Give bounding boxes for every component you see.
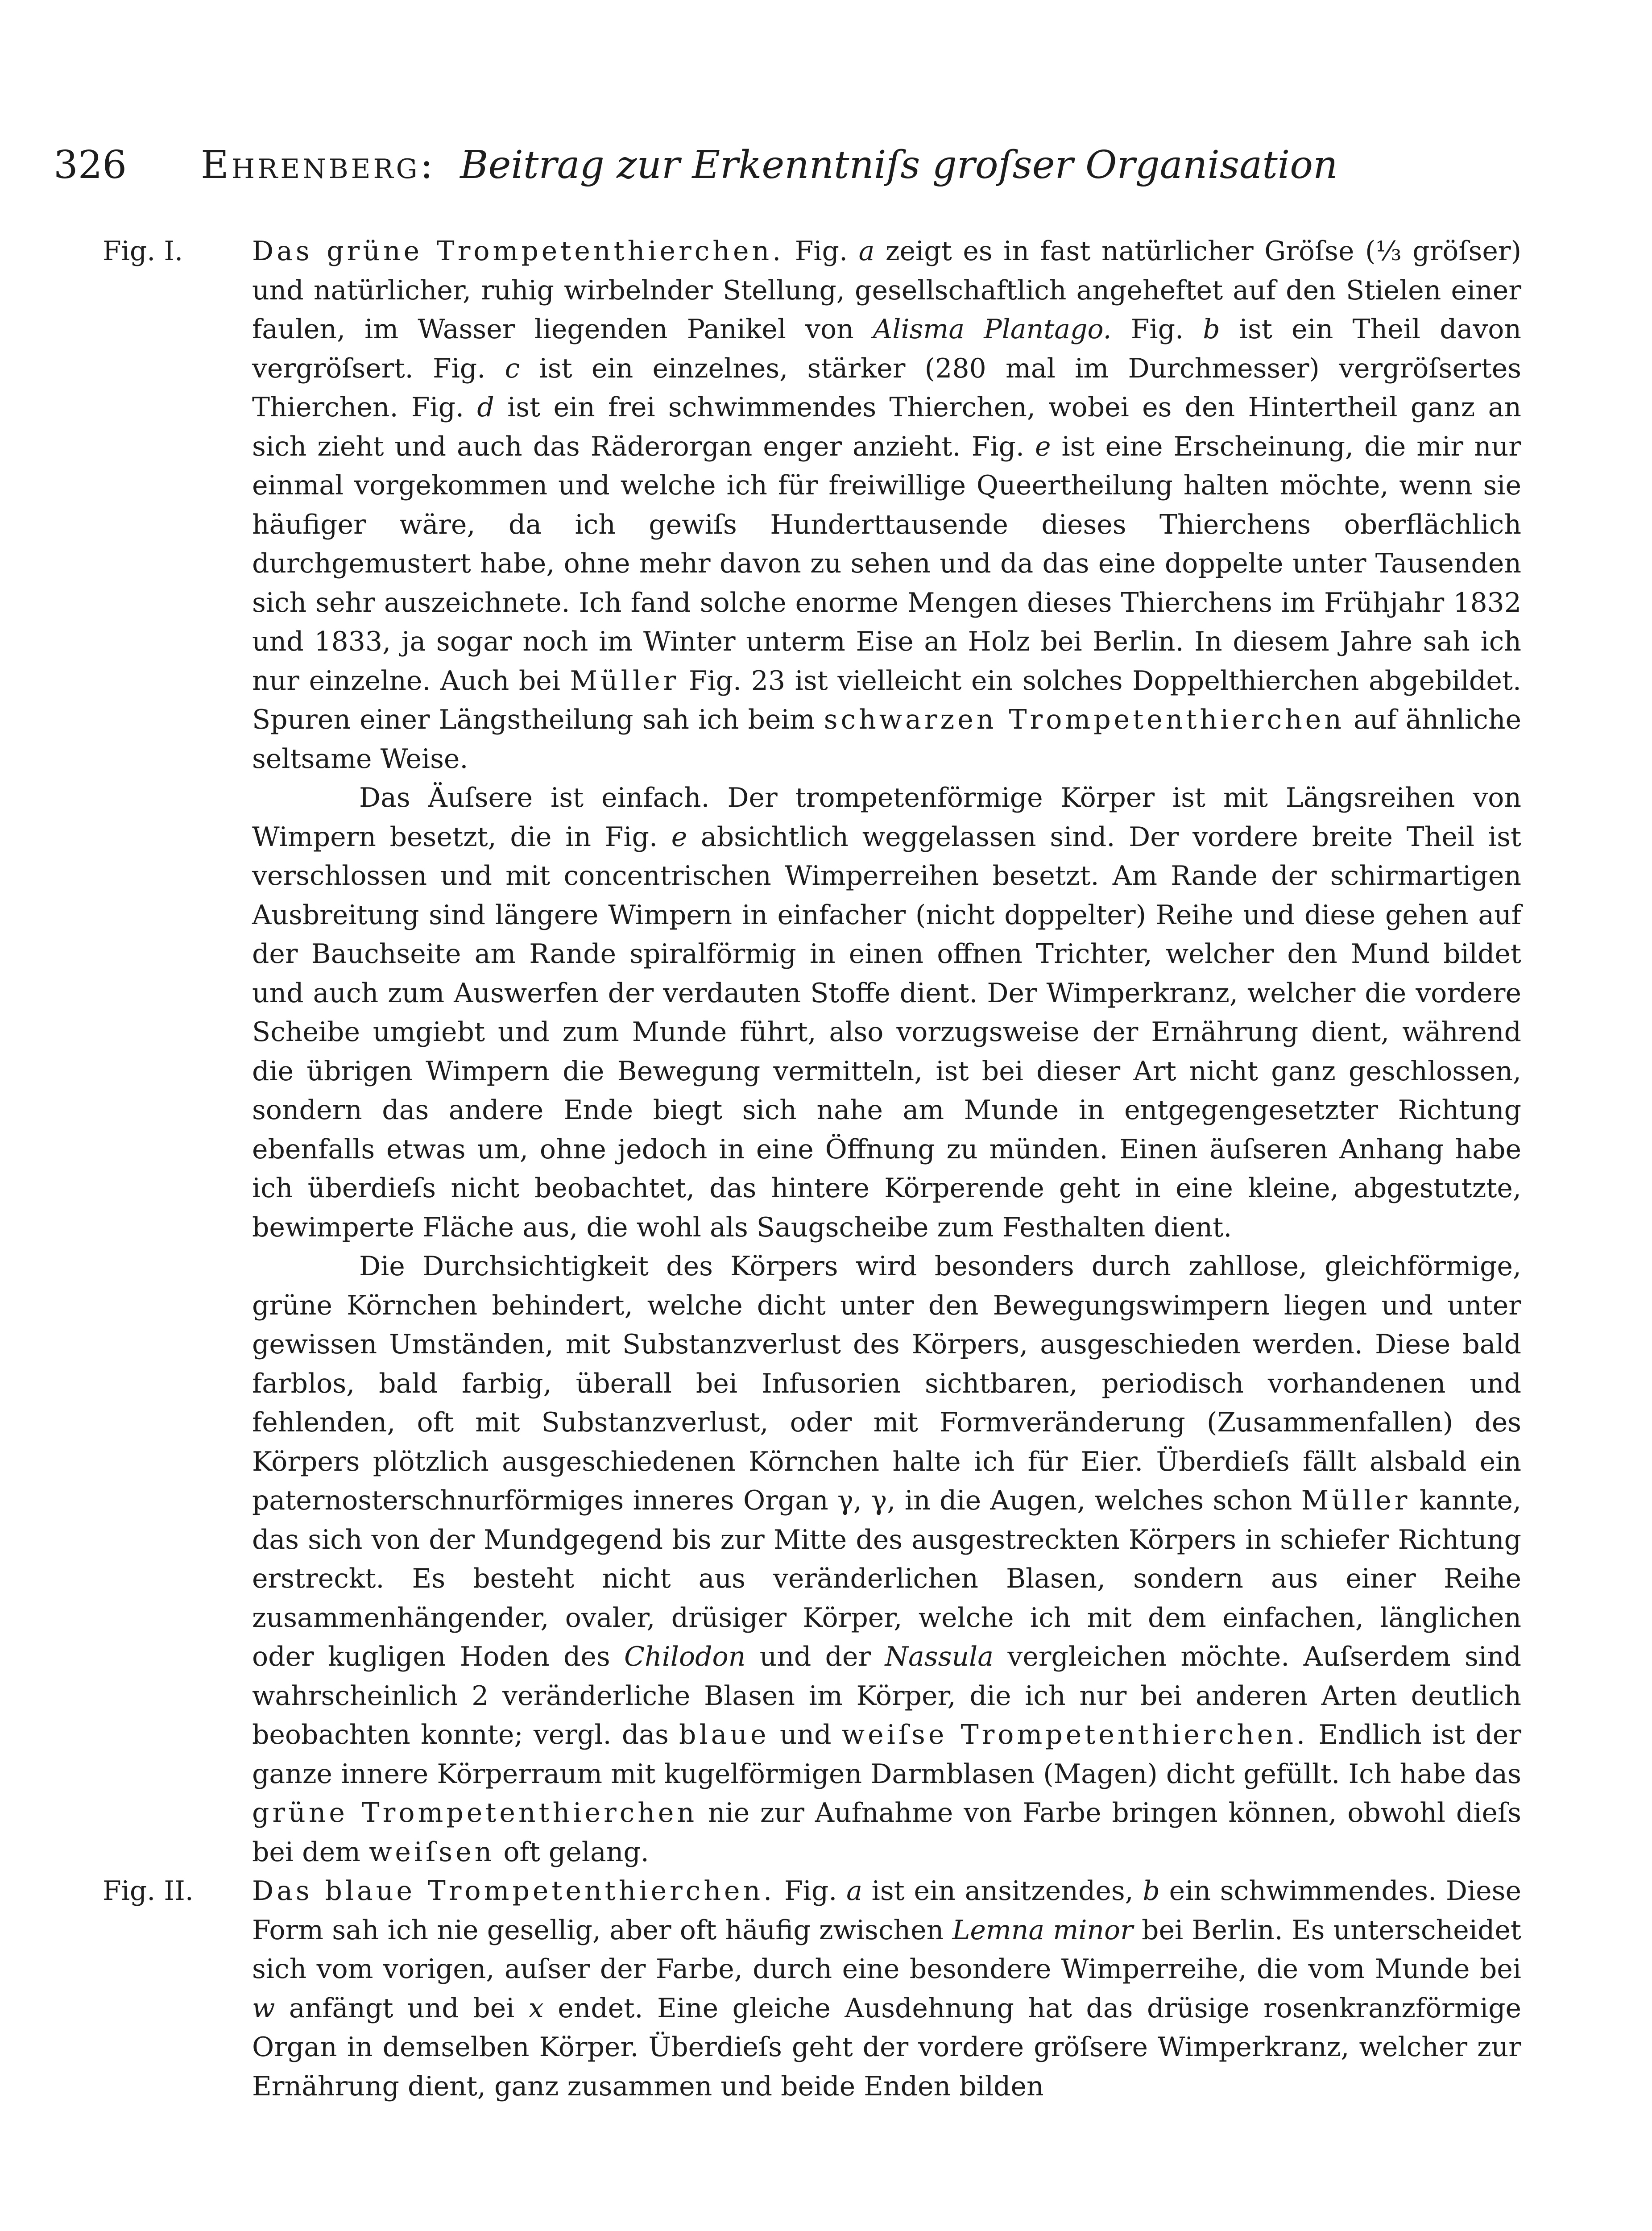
text-run: auf ähnliche seltsame Weise.: [252, 704, 1521, 775]
figure-entry: [103, 232, 1521, 1872]
italic-text: w: [252, 1992, 275, 2024]
author-name: Ehrenberg:: [201, 143, 436, 187]
text-run: ist ein ansitzendes,: [862, 1875, 1143, 1907]
text-run: Die Durchsichtigkeit des Körpers wird besonders durch zahllose, gleichförmige, grüne Körnchen behindert, welche dicht unter den Bewegungswimpern liegen und unter gewissen Umständen, mit Substanzverlust des Körpers, ausgeschieden werden. Diese bald farblos, bald farbig, überall bei Infusorien sichtbaren, periodisch vorhandenen und fehlenden, oft mit Substanzverlust, oder mit Formveränderung (Zusammenfallen) des Körpers plötzlich ausgeschiedenen Körnchen halte ich für Eier. Überdieſs fällt alsbald ein paternosterschnurförmiges inneres Organ γ, γ, in die Augen, welches schon: [252, 1251, 1521, 1516]
text-run: absichtlich weggelassen sind. Der vordere breite Theil ist verschlossen und mit concentrischen Wimperreihen besetzt. Am Rande der schirmartigen Ausbreitung sind längere Wimpern in einfacher (nicht doppelter) Reihe und diese gehen auf der Bauchseite am Rande spiralförmig in einen offnen Trichter, welcher den Mund bildet und auch zum Auswerfen der verdauten Stoffe dient. Der Wimperkranz, welcher die vordere Scheibe umgiebt und zum Munde führt, also vorzugsweise der Ernährung dient, während die übrigen Wimpern die Bewegung vermitteln, ist bei dieser Art nicht ganz geschlossen, sondern das andere Ende biegt sich nahe am Munde in entgegengesetzter Richtung ebenfalls etwas um, ohne jedoch in eine Öffnung zu münden. Einen äuſseren Anhang habe ich überdieſs nicht beobachtet, das hintere Körperende geht in eine kleine, abgestutzte, bewimperte Fläche aus, die wohl als Saugscheibe zum Festhalten dient.: [252, 821, 1521, 1243]
italic-text: Alisma Plantago.: [873, 314, 1112, 345]
italic-text: a: [846, 1875, 862, 1907]
text-run: kannte, das sich von der Mundgegend bis zur Mitte des ausgestreckten Körpers in schiefer Richtung erstreckt. Es besteht nicht aus veränderlichen Blasen, sondern aus einer Reihe zusammenhängender, ovaler, drüsiger Körper, welche ich mit dem einfachen, länglichen oder kugligen Hoden des: [252, 1485, 1521, 1672]
italic-text: x: [528, 1992, 544, 2024]
running-head: [54, 134, 1481, 196]
running-title: Beitrag zur Erkenntniſs groſser Organisation: [460, 143, 1338, 187]
figure-label: Fig. II.: [103, 1875, 194, 1907]
text-run: Fig. 23 ist vielleicht ein solches Doppelthierchen abgebildet. Spuren einer Längstheilung sah ich beim: [252, 665, 1522, 735]
text-run: und: [769, 1719, 842, 1750]
text-run: ist ein frei schwimmendes Thierchen, wobei es den Hintertheil ganz an sich zieht und auch das Räderorgan enger anzieht. Fig.: [252, 392, 1521, 462]
text-run: zeigt es in fast natürlicher Gröſse (⅓ gröſser) und natürlicher, ruhig wirbelnder Stellung, gesellschaftlich angeheftet auf den Stielen einer faulen, im Wasser liegenden Panikel von: [252, 236, 1521, 345]
spaced-text: Müller: [1301, 1485, 1411, 1516]
spaced-text: grüne Trompetenthierchen: [252, 1797, 698, 1829]
spaced-text: Das grüne Trompetenthierchen.: [252, 236, 784, 267]
page-number: 326: [54, 143, 127, 187]
text-run: ist ein Theil davon vergröſsert. Fig.: [252, 314, 1521, 384]
text-run: Fig.: [775, 1875, 847, 1907]
text-run: vergleichen möchte. Auſserdem sind wahrscheinlich 2 veränderliche Blasen im Körper, die ich nur bei anderen Arten deutlich beobachten konnte; vergl. das: [252, 1641, 1521, 1750]
figure-label: Fig. I.: [103, 236, 183, 267]
italic-text: Chilodon: [624, 1641, 746, 1672]
text-run: ist ein einzelnes, stärker (280 mal im Durchmesser) vergröſsertes Thierchen. Fig.: [252, 352, 1521, 423]
italic-text: Nassula: [885, 1641, 994, 1672]
italic-text: d: [477, 392, 494, 423]
italic-text: b: [1203, 314, 1220, 345]
spaced-text: schwarzen Trompetenthierchen: [824, 704, 1345, 735]
spaced-text: weiſsen: [369, 1836, 495, 1868]
italic-text: e: [671, 821, 687, 853]
spaced-text: blaue: [679, 1719, 770, 1750]
italic-text: e: [1035, 431, 1051, 462]
text-run: Endlich ist der ganze innere Körperraum mit kugelförmigen Darmblasen (Magen) dicht gefüllt. Ich habe das: [252, 1719, 1521, 1790]
text-run: ein schwimmendes. Diese Form sah ich nie gesellig, aber oft häufig zwischen: [252, 1875, 1521, 1946]
italic-text: b: [1143, 1875, 1160, 1907]
paragraph: [252, 232, 1521, 779]
text-run: ist eine Erscheinung, die mir nur einmal vorgekommen und welche ich für freiwillige Queertheilung halten möchte, wenn sie häufiger wäre, da ich gewiſs Hunderttausende dieses Thierchens oberflächlich durchgemustert habe, ohne mehr davon zu sehen und da das eine doppelte unter Tausenden sich sehr auszeichnete. Ich fand solche enorme Mengen dieses Thierchens im Frühjahr 1832 und 1833, ja sogar noch im Winter unterm Eise an Holz bei Berlin. In diesem Jahre sah ich nur einzelne. Auch bei: [252, 431, 1521, 697]
spaced-text: Das blaue Trompetenthierchen.: [252, 1875, 775, 1907]
italic-text: c: [505, 352, 520, 384]
paragraph: [252, 779, 1521, 1247]
italic-text: a: [858, 236, 875, 267]
spaced-text: Müller: [570, 665, 679, 697]
text-run: anfängt und bei: [275, 1992, 529, 2024]
figure-entry: [103, 1872, 1521, 2106]
text-run: oft gelang.: [495, 1836, 649, 1868]
text-run: Das Äuſsere ist einfach. Der trompetenförmige Körper ist mit Längsreihen von Wimpern besetzt, die in Fig.: [252, 782, 1521, 853]
text-run: und der: [745, 1641, 885, 1672]
paragraph: [252, 1872, 1521, 2106]
spaced-text: weiſse Trompetenthierchen.: [841, 1719, 1308, 1750]
page-body: [103, 232, 1521, 2106]
italic-text: Lemna minor: [952, 1914, 1133, 1946]
paragraph: [252, 1247, 1521, 1872]
text-run: Fig.: [784, 236, 859, 267]
text-run: endet. Eine gleiche Ausdehnung hat das drüsige rosenkranzförmige Organ in demselben Körper. Überdieſs geht der vordere gröſsere Wimperkranz, welcher zur Ernährung dient, ganz zusammen und beide Enden bilden: [252, 1992, 1521, 2102]
text-run: bei Berlin. Es unterscheidet sich vom vorigen, auſser der Farbe, durch eine besondere Wimperreihe, die vom Munde bei: [252, 1914, 1521, 1985]
text-run: nie zur Aufnahme von Farbe bringen können, obwohl dieſs bei dem: [252, 1797, 1521, 1868]
text-run: Fig.: [1111, 314, 1203, 345]
